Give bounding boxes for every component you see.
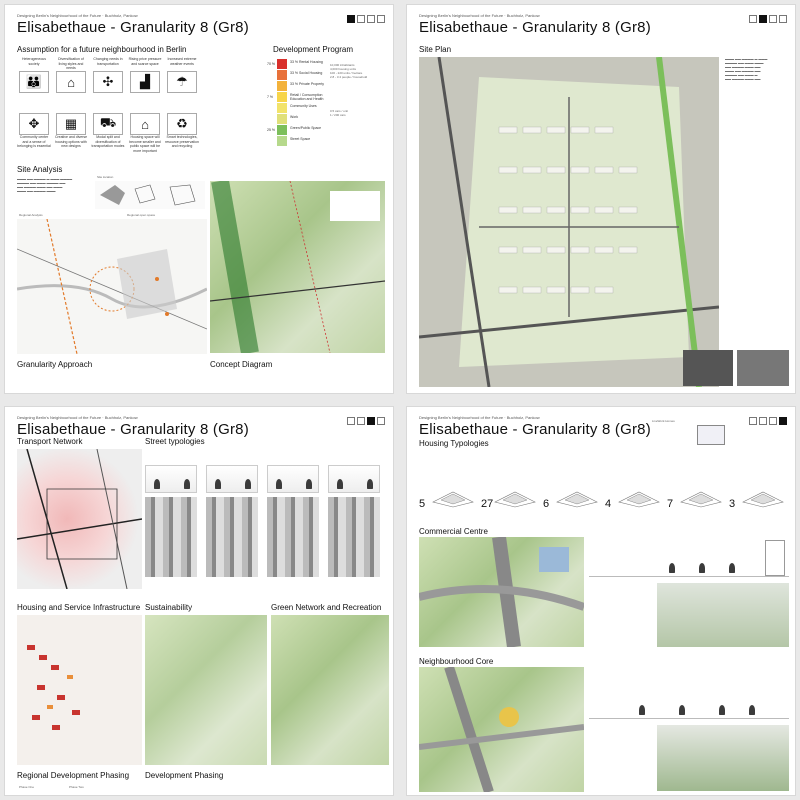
typology-card — [543, 455, 603, 510]
tree-icon — [306, 479, 312, 489]
street-typology — [267, 465, 319, 585]
neighbourhood-core-plan — [419, 667, 584, 792]
typology-count: 7 — [667, 498, 674, 510]
icon-row-trends — [17, 57, 199, 93]
response-item: ▦ Creative and diverse housing options with new designs — [54, 113, 88, 157]
response-item: ⛟ Modal split and diversification of transportation modes — [91, 115, 125, 148]
commercial-centre-plan — [419, 537, 584, 647]
trend-item: Rising price pressure and scarce space ▟ — [128, 57, 162, 93]
trend-item: Changing needs in transportation ✣ — [91, 57, 125, 93]
poster-header: Designing Berlin's Neighbourhood of the Future · Buchholz, Pankow — [419, 13, 540, 18]
street-section — [267, 465, 319, 493]
street-plan — [206, 497, 258, 577]
typology-isometric — [555, 488, 599, 508]
sustainability-map — [145, 615, 267, 765]
housing-infrastructure-map — [17, 615, 142, 765]
trend-item: Diversification of living styles and needs ⌂ — [54, 57, 88, 93]
trend-item: Heterogeneous society 👪 — [17, 57, 51, 93]
program-label: 33 % Rental Housing — [290, 60, 323, 64]
photo-2 — [737, 350, 789, 386]
poster-site-plan — [406, 4, 796, 394]
street-typology — [328, 465, 380, 585]
section-title-regional-phasing: Regional Development Phasing — [17, 771, 130, 780]
neighbourhood-perspective — [657, 725, 789, 791]
typology-isometric — [493, 488, 537, 508]
poster-title: Elisabethaue - Granularity 8 (Gr8) — [419, 19, 651, 36]
street-section — [145, 465, 197, 493]
home-tree-icon: ⌂ — [130, 113, 160, 135]
live-work-label: LiveWork Homes — [652, 419, 675, 423]
section-title-green: Green Network and Recreation — [271, 603, 382, 612]
program-label: Street Space — [290, 137, 311, 141]
transport-network-map — [17, 449, 142, 589]
program-segment — [277, 103, 287, 113]
arrows-icon: ✥ — [19, 113, 49, 135]
poster-title: Elisabethaue - Granularity 8 (Gr8) — [17, 19, 249, 36]
trend-item: Increased extreme weather events ☂ — [165, 57, 199, 93]
response-item: ♻ Smart technologies, resource preservation and recycling — [165, 113, 199, 157]
program-percent: 7 % — [267, 95, 274, 99]
commercial-perspective — [657, 583, 789, 647]
typology-count: 3 — [729, 498, 736, 510]
poster-concept — [4, 4, 394, 394]
section-title-granularity: Granularity Approach — [17, 360, 93, 369]
poster-networks — [4, 406, 394, 796]
program-label: Green/Public Space — [290, 126, 322, 130]
tree-icon — [154, 479, 160, 489]
program-segment — [277, 92, 287, 102]
commercial-section — [589, 537, 789, 577]
street-typology — [145, 465, 197, 585]
typology-count: 4 — [605, 498, 612, 510]
typology-isometric — [741, 488, 785, 508]
section-title-transport: Transport Network — [17, 437, 83, 446]
poster-typologies — [406, 406, 796, 796]
page-indicator — [749, 417, 787, 425]
program-label: 33 % Social Housing — [290, 71, 323, 75]
section-title-concept: Concept Diagram — [210, 360, 273, 369]
section-title-housing-typologies: Housing Typologies — [419, 439, 489, 448]
section-title-housing: Housing and Service Infrastructure — [17, 603, 141, 612]
icon-row-responses — [17, 113, 199, 157]
tree-icon — [245, 479, 251, 489]
building-icon: ▦ — [56, 113, 86, 135]
section-title-dev-phasing: Development Phasing — [145, 771, 224, 780]
site-plan-map — [419, 57, 719, 387]
typology-card — [729, 455, 789, 510]
typology-isometric — [617, 488, 661, 508]
tree-icon — [184, 479, 190, 489]
tree-icon — [276, 479, 282, 489]
people-icon: 👪 — [19, 71, 49, 93]
house-icon: ⌂ — [56, 71, 86, 93]
green-network-map — [271, 615, 389, 765]
neighbourhood-section — [589, 669, 789, 719]
program-segment — [277, 70, 287, 80]
program-segment — [277, 125, 287, 135]
typology-isometric — [679, 488, 723, 508]
street-section — [206, 465, 258, 493]
section-title-neighbourhood: Neighbourhood Core — [419, 657, 494, 666]
street-typologies — [145, 465, 390, 590]
regional-analysis-label: Regional Analysis — [19, 213, 43, 217]
regional-analysis-map — [17, 219, 207, 354]
poster-header: Designing Berlin's Neighbourhood of the Future · Buchholz, Pankow — [419, 415, 540, 420]
program-segment — [277, 136, 287, 146]
photo-1 — [683, 350, 733, 386]
program-segment — [277, 59, 287, 69]
section-title-program: Development Program — [273, 45, 354, 54]
analysis-text: ▬▬▬ ▬▬ ▬▬▬▬ ▬ ▬▬▬ ▬▬▬▬ ▬▬▬▬ ▬▬ ▬▬▬ ▬▬▬▬ ▬▬ ▬▬ ▬▬▬▬ ▬▬▬ ▬▬ ▬▬▬ ▬▬▬ ▬▬ ▬▬▬▬ ▬▬▬ — [17, 177, 73, 193]
program-label: 33 % Private Property — [290, 82, 325, 86]
program-segment — [277, 114, 287, 124]
program-percent: 70 % — [267, 62, 275, 66]
regional-open-space-label: Regional open space — [127, 213, 156, 217]
section-title-sustainability: Sustainability — [145, 603, 193, 612]
program-segment — [277, 81, 287, 91]
network-icon: ✣ — [93, 71, 123, 93]
page-indicator — [347, 15, 385, 23]
street-section — [328, 465, 380, 493]
page-indicator — [347, 417, 385, 425]
typology-count: 6 — [543, 498, 550, 510]
response-item: ✥ Community center and a sense of belonging is essential — [17, 113, 51, 157]
street-plan — [328, 497, 380, 577]
typology-card — [667, 455, 727, 510]
section-title-site-plan: Site Plan — [419, 45, 452, 54]
program-percent: 25 % — [267, 128, 275, 132]
poster-header: Designing Berlin's Neighbourhood of the Future · Buchholz, Pankow — [17, 13, 138, 18]
typology-isometric — [431, 488, 475, 508]
section-title-site-analysis: Site Analysis — [17, 165, 63, 174]
response-item: ⌂ Housing space will become smaller and public space will be more important — [128, 113, 162, 157]
section-title-street: Street typologies — [145, 437, 205, 446]
chart-up-icon: ▟ — [130, 71, 160, 93]
section-title-assumption: Assumption for a future neighbourhood in Berlin — [17, 45, 187, 54]
typology-row — [419, 455, 789, 515]
program-label: Community Uses — [290, 104, 317, 108]
phase-one-label: Phase One — [19, 785, 35, 789]
tree-icon — [337, 479, 343, 489]
recycle-icon: ♻ — [167, 113, 197, 135]
street-plan — [267, 497, 319, 577]
poster-header: Designing Berlin's Neighbourhood of the Future · Buchholz, Pankow — [17, 415, 138, 420]
typology-card — [605, 455, 665, 510]
site-location-map — [95, 181, 205, 209]
tree-icon — [215, 479, 221, 489]
street-typology — [206, 465, 258, 585]
live-work-diagram — [697, 425, 725, 445]
site-location-label: Site location — [97, 175, 114, 179]
phase-two-label: Phase Two — [69, 785, 84, 789]
tree-icon — [367, 479, 373, 489]
weather-icon: ☂ — [167, 71, 197, 93]
page-indicator — [749, 15, 787, 23]
poster-title: Elisabethaue - Granularity 8 (Gr8) — [419, 421, 651, 438]
typology-card — [419, 455, 479, 510]
typology-count: 27 — [481, 498, 494, 510]
concept-site-map — [210, 181, 385, 353]
typology-count: 5 — [419, 498, 426, 510]
poster-title: Elisabethaue - Granularity 8 (Gr8) — [17, 421, 249, 438]
program-figures: 10,000 inhabitants 4,000 housing units 100 - 220 units / hectare 2.8 - 3.4 people / household 0.5 cars / unit 1 / 200 cars — [330, 63, 368, 117]
site-plan-text: ▬▬▬ ▬▬ ▬▬▬▬ ▬ ▬▬▬ ▬▬▬▬ ▬▬ ▬▬▬ ▬▬▬ ▬▬ ▬▬▬▬ ▬▬▬ ▬▬ ▬▬▬ ▬▬ ▬▬▬▬ ▬▬ ▬▬▬▬ ▬▬ ▬▬▬ ▬ ▬▬ ▬▬▬▬ ▬▬▬ ▬▬ — [725, 57, 768, 81]
bus-icon: ⛟ — [93, 113, 123, 135]
typology-card — [481, 455, 541, 510]
section-title-commercial: Commercial Centre — [419, 527, 488, 536]
street-plan — [145, 497, 197, 577]
program-label: Retail / Consumption Education and Health — [290, 93, 324, 101]
program-label: Work — [290, 115, 299, 119]
